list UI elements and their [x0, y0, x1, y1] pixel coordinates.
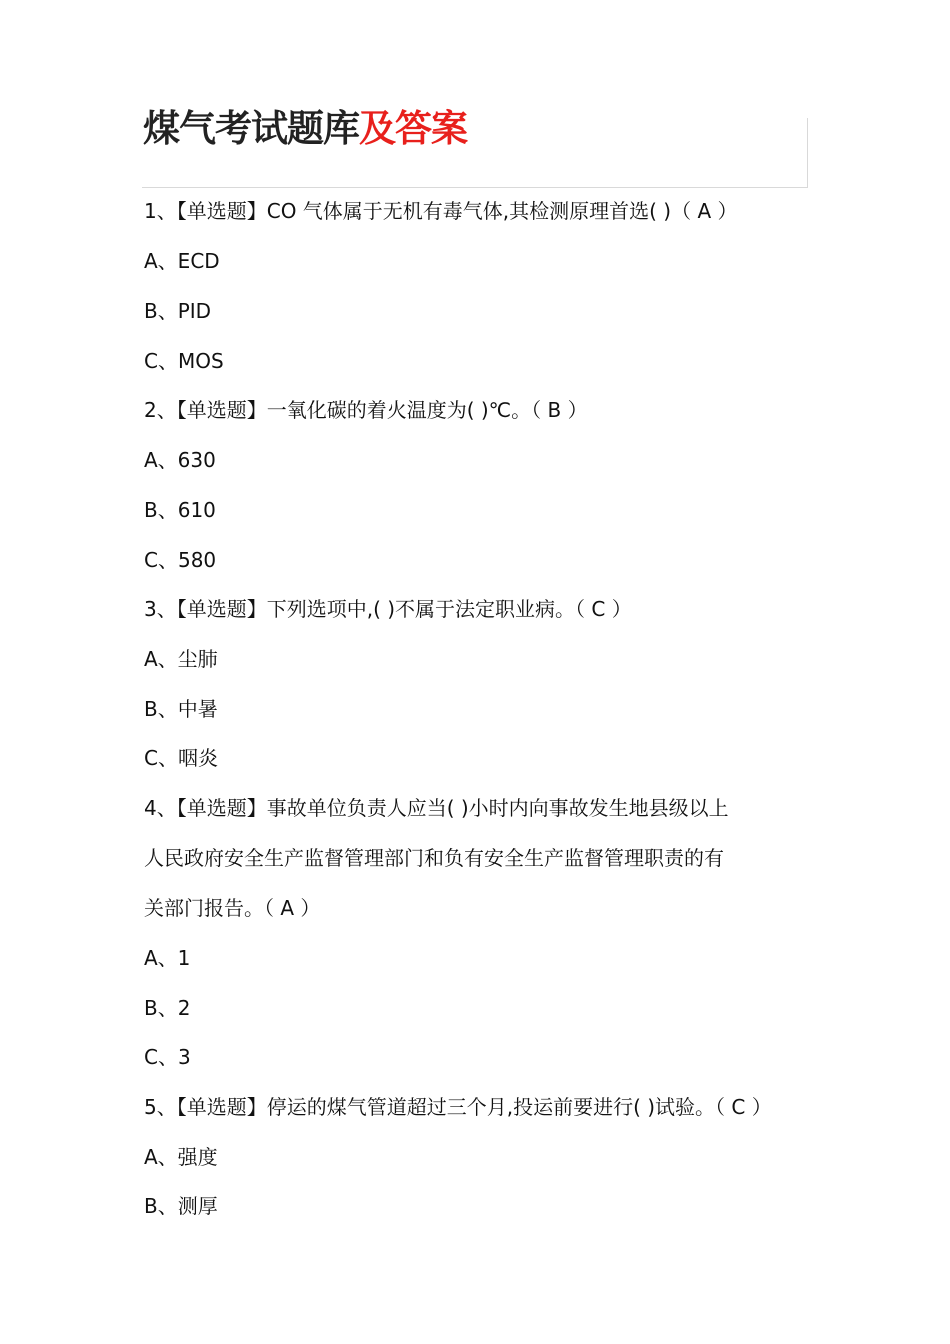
question-4-line-3: 关部门报告。（ A ）	[144, 896, 321, 920]
question-4-line-2: 人民政府安全生产监督管理部门和负有安全生产监督管理职责的有	[144, 846, 724, 870]
question-5: 5、【单选题】停运的煤气管道超过三个月,投运前要进行( )试验。（ C ）	[144, 1095, 772, 1119]
q1-option-b: B、PID	[144, 299, 212, 323]
q2-option-b: B、610	[144, 498, 216, 522]
title-part-red: 及答案	[359, 107, 467, 150]
q5-option-a: A、强度	[144, 1145, 218, 1169]
q4-option-b: B、2	[144, 996, 191, 1020]
q5-option-b: B、测厚	[144, 1194, 218, 1218]
q3-option-a: A、尘肺	[144, 647, 218, 671]
q1-option-a: A、ECD	[144, 249, 220, 273]
page-title	[143, 104, 467, 154]
question-2: 2、【单选题】一氧化碳的着火温度为( )℃。（ B ）	[144, 398, 588, 422]
q4-option-c: C、3	[144, 1045, 191, 1069]
q3-option-b: B、中暑	[144, 697, 218, 721]
question-4-line-1: 4、【单选题】事故单位负责人应当( )小时内向事故发生地县级以上	[144, 796, 729, 820]
question-3: 3、【单选题】下列选项中,( )不属于法定职业病。（ C ）	[144, 597, 632, 621]
q2-option-c: C、580	[144, 548, 217, 572]
q2-option-a: A、630	[144, 448, 216, 472]
q4-option-a: A、1	[144, 946, 191, 970]
question-1: 1、【单选题】CO 气体属于无机有毒气体,其检测原理首选( )（ A ）	[144, 199, 738, 223]
q3-option-c: C、咽炎	[144, 746, 218, 770]
q1-option-c: C、MOS	[144, 349, 224, 373]
title-part-black: 煤气考试题库	[143, 107, 359, 150]
